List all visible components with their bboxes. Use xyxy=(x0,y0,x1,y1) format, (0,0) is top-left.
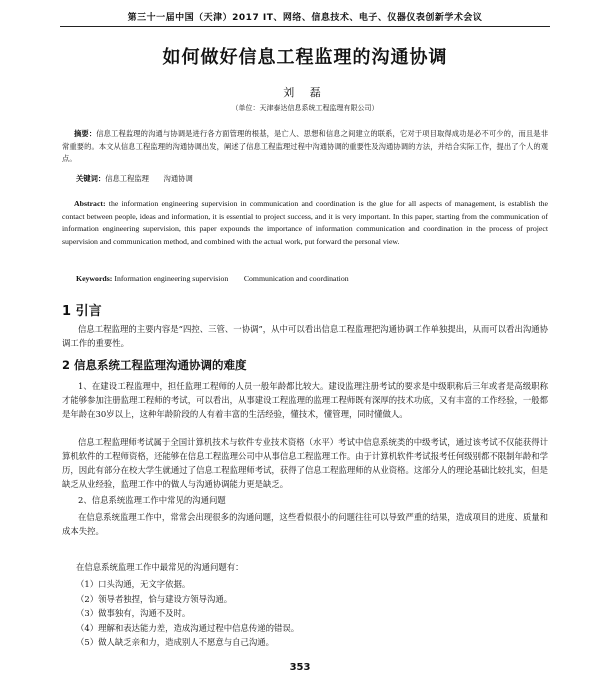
list-item: （2）领导者独捏，恰与建设方领导沟通。 xyxy=(76,593,233,604)
author-name: 刘 磊 xyxy=(283,86,327,99)
list-item: （1）口头沟通，无文字依据。 xyxy=(76,579,191,589)
header-rule xyxy=(60,26,550,27)
author-affiliation: （单位：天津泰达信息系统工程监理有限公司） xyxy=(231,104,379,112)
list-item: （3）做事独有，沟通不及时。 xyxy=(76,608,191,618)
list-item: （4）理解和表达能力差，造成沟通过程中信息传递的错误。 xyxy=(76,622,300,633)
abstract-en-text: the information engineering supervision in communication and coordination is the glue for all aspects of management, is establish the contact between people, ideas and information, it is essential to project success, and it is very important. In this paper, starting from the communication of information engineering supervision, this paper expounds the importance of information communication and coordination in the process of project supervision and communication method, and combined with the actual work, put forward the personal view. xyxy=(62,199,548,246)
keywords-cn-text: 信息工程监理 沟通协调 xyxy=(105,174,193,183)
keywords-cn xyxy=(76,174,193,184)
section-2-paragraph-1: 1、在建设工程监理中，担任监理工程师的人员一般年龄都比较大。建设监理注册考试的要求是中级职称后三年或者是高级职称才能够参加注册监理工程师的考试，可以看出，从事建设工程监理的监理工程师既有深厚的技术功底，又有丰富的工作经验，一般都是年龄在30岁以上，这种年龄阶段的人有着丰富的生活经验，懂技术，懂管理，同时懂做人。 xyxy=(62,381,548,419)
abstract-cn xyxy=(62,128,548,166)
problem-list xyxy=(76,577,299,650)
section-2-subheading: 2、信息系统监理工作中常见的沟通问题 xyxy=(78,495,226,505)
section-1-paragraph: 信息工程监理的主要内容是“四控、三管、一协调”，从中可以看出信息工程监理把沟通协调工作单独提出，从而可以看出沟通协调工作的重要性。 xyxy=(62,324,548,348)
paper-title: 如何做好信息工程监理的沟通协调 xyxy=(162,47,448,68)
running-header: 第三十一届中国（天津）2017 IT、网络、信息技术、电子、仪器仪表创新学术会议 xyxy=(127,13,483,23)
page-number: 353 xyxy=(289,662,311,673)
abstract-cn-text: 信息工程监理的沟通与协调是进行各方面管理的根基，是亡人、思想和信息之间建立的联系，它对于项目取得成功是必不可少的，而且是非常重要的。本文从信息工程监理的沟通协调出发，阐述了信息工程监理过程中沟通协调的重要性及沟通协调的方法，并结合实际工作，提出了个人的观点。 xyxy=(62,129,549,163)
abstract-cn-label: 摘要： xyxy=(74,129,97,138)
keywords-en-label: Keywords: xyxy=(76,274,113,283)
keywords-cn-label: 关键词： xyxy=(76,174,106,183)
section-2-heading: 2 信息系统工程监理沟通协调的难度 xyxy=(62,358,247,372)
keywords-en-text: Information engineering supervision Communication and coordination xyxy=(114,274,349,283)
list-item: （5）做人缺乏亲和力，造成别人不愿意与自己沟通。 xyxy=(76,637,274,647)
keywords-en xyxy=(76,273,349,284)
problem-list-intro: 在信息系统监理工作中最常见的沟通问题有： xyxy=(76,562,244,572)
section-1-heading: 1 引言 xyxy=(62,304,102,319)
section-2-paragraph-2: 信息工程监理师考试属于全国计算机技术与软件专业技术资格（水平）考试中信息系统类的中级考试，通过该考试不仅能获得计算机软件的工程师资格，还能够在信息工程监理公司中从事信息工程监理工作。由于计算机软件考试报考任何级别都不限制年龄和学历，因此有部分在校大学生就通过了信息工程监理师考试，获得了信息工程监理师的从业资格。这部分人的理论基础比较扎实，但是缺乏从业经验，监理工作中的做人与沟通协调能力更是缺乏。 xyxy=(62,437,548,489)
abstract-en xyxy=(62,198,548,248)
section-2-paragraph-3: 在信息系统监理工作中，常常会出现很多的沟通问题，这些看似很小的问题往往可以导致严重的结果，造成项目的进度、质量和成本失控。 xyxy=(62,512,548,536)
abstract-en-label: Abstract: xyxy=(74,199,106,208)
